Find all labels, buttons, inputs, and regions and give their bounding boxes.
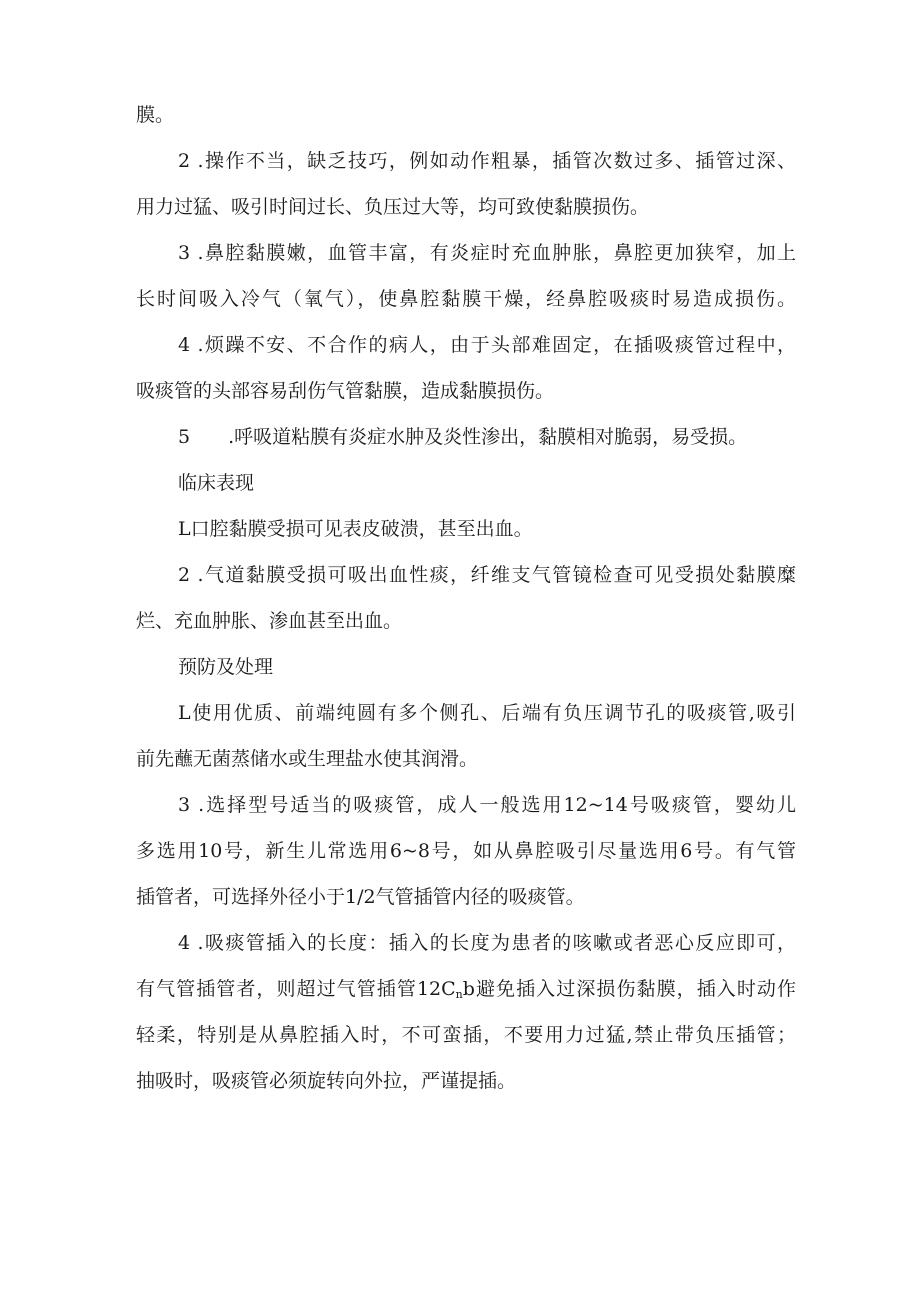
text-line: L口腔黏膜受损可见表皮破溃，甚至出血。 bbox=[178, 518, 533, 540]
text-line: 2 .操作不当，缺乏技巧，例如动作粗暴，插管次数过多、插管过深、 bbox=[178, 150, 796, 172]
text-line: 多选用10号，新生儿常选用6~8号，如从鼻腔吸引尽量选用6号。有气管 bbox=[136, 840, 796, 862]
text-line: 吸痰管的头部容易刮伤气管黏膜，造成黏膜损伤。 bbox=[136, 380, 555, 402]
text-line: 抽吸时，吸痰管必须旋转向外拉，严谨提插。 bbox=[136, 1070, 517, 1092]
text-line: 3 .鼻腔黏膜嫩，血管丰富，有炎症时充血肿胀，鼻腔更加狭窄，加上 bbox=[178, 242, 796, 264]
text-line: 4 .烦躁不安、不合作的病人，由于头部难固定，在插吸痰管过程中， bbox=[178, 334, 796, 356]
text-segment: b避免插入过深损伤黏膜，插入时动作 bbox=[462, 978, 796, 1000]
section-heading: 预防及处理 bbox=[178, 656, 274, 678]
text-line: 轻柔，特别是从鼻腔插入时，不可蛮插，不要用力过猛,禁止带负压插管； bbox=[136, 1024, 796, 1046]
text-line: 用力过猛、吸引时间过长、负压过大等，均可致使黏膜损伤。 bbox=[136, 196, 650, 218]
text-line: 插管者，可选择外径小于1/2气管插管内径的吸痰管。 bbox=[136, 886, 585, 908]
text-line-with-subscript bbox=[136, 977, 796, 1007]
text-line: L使用优质、前端纯圆有多个侧孔、后端有负压调节孔的吸痰管,吸引 bbox=[178, 702, 796, 724]
text-line: 长时间吸入冷气（氧气），使鼻腔黏膜干燥，经鼻腔吸痰时易造成损伤。 bbox=[136, 288, 796, 310]
text-line: 2 .气道黏膜受损可吸出血性痰，纤维支气管镜检查可见受损处黏膜糜 bbox=[178, 564, 796, 586]
subscript-text: n bbox=[455, 988, 463, 1001]
text-line: 3 .选择型号适当的吸痰管，成人一般选用12~14号吸痰管，婴幼儿 bbox=[178, 794, 796, 816]
text-line: 烂、充血肿胀、渗血甚至出血。 bbox=[136, 610, 403, 632]
text-line: 4 .吸痰管插入的长度：插入的长度为患者的咳嗽或者恶心反应即可， bbox=[178, 932, 796, 954]
text-line: 5 .呼吸道粘膜有炎症水肿及炎性渗出，黏膜相对脆弱，易受损。 bbox=[178, 426, 748, 448]
section-heading: 临床表现 bbox=[178, 472, 255, 494]
text-line: 前先蘸无菌蒸储水或生理盐水使其润滑。 bbox=[136, 748, 479, 770]
text-segment: 有气管插管者，则超过气管插管12C bbox=[136, 978, 456, 1000]
text-line: 膜。 bbox=[136, 104, 175, 126]
